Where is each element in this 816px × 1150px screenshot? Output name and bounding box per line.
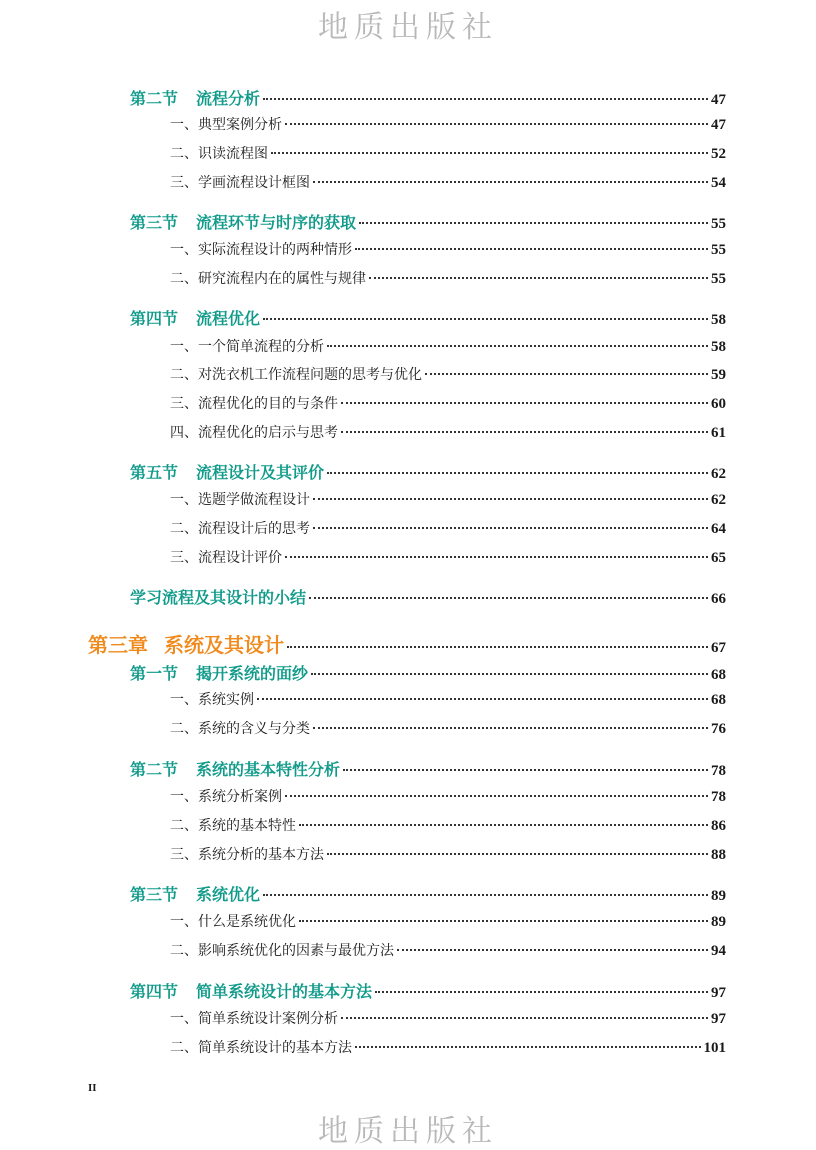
- toc-entry-text: 三、流程优化的目的与条件: [170, 396, 338, 412]
- toc-page-number: 88: [711, 847, 726, 863]
- toc-entry-title: [130, 460, 324, 483]
- toc-section-entry: [130, 86, 726, 109]
- dot-leader: [313, 181, 708, 183]
- dot-leader: [425, 373, 708, 375]
- toc-entry-title: [170, 844, 324, 864]
- toc-entry-text: 二、简单系统设计的基本方法: [170, 1040, 352, 1056]
- toc-page-number: 61: [711, 425, 726, 441]
- dot-leader: [327, 345, 708, 347]
- toc-entry-number: 第五节: [130, 463, 179, 482]
- toc-subsection-entry: [170, 114, 726, 134]
- toc-entry-text: 一、实际流程设计的两种情形: [170, 242, 352, 258]
- dot-leader: [327, 472, 708, 474]
- toc-page-number: 55: [711, 216, 726, 232]
- toc-entry-title: [130, 882, 260, 905]
- toc-subsection-entry: [170, 1008, 726, 1028]
- toc-section-entry: [130, 661, 726, 684]
- toc-subsection-entry: [170, 815, 726, 835]
- toc-section-entry: [130, 585, 726, 608]
- dot-leader: [343, 769, 708, 771]
- toc-entry-text: 二、识读流程图: [170, 146, 268, 162]
- toc-subsection-entry: [170, 1037, 726, 1057]
- toc-page-number: 67: [711, 640, 726, 656]
- toc-page-number: 60: [711, 396, 726, 412]
- toc-page-number: 68: [711, 667, 726, 683]
- toc-entry-number: 第二节: [130, 89, 179, 108]
- toc-entry-title: [130, 661, 308, 684]
- toc-entry-text: 流程分析: [196, 89, 261, 108]
- toc-entry-number: 第三节: [130, 213, 179, 232]
- dot-leader: [359, 222, 708, 224]
- toc-page-number: 97: [711, 1011, 726, 1027]
- toc-entry-title: [130, 979, 372, 1002]
- toc-page-number: 68: [711, 692, 726, 708]
- toc-entry-text: 二、对洗衣机工作流程问题的思考与优化: [170, 367, 422, 383]
- toc-page-number: 101: [703, 1040, 726, 1056]
- toc-entry-title: [170, 489, 310, 509]
- toc-page-number: 55: [711, 242, 726, 258]
- toc-entry-text: 三、系统分析的基本方法: [170, 847, 324, 863]
- dot-leader: [299, 920, 708, 922]
- toc-page-number: 78: [711, 763, 726, 779]
- toc-page-number: 54: [711, 175, 726, 191]
- toc-entry-text: 二、流程设计后的思考: [170, 521, 310, 537]
- toc-entry-title: [170, 547, 282, 567]
- toc-entry-number: 第四节: [130, 982, 179, 1001]
- toc-entry-text: 揭开系统的面纱: [196, 664, 309, 683]
- dot-leader: [287, 646, 708, 648]
- toc-page-number: 47: [711, 117, 726, 133]
- dot-leader: [263, 894, 708, 896]
- toc-entry-text: 一、典型案例分析: [170, 117, 282, 133]
- dot-leader: [341, 1017, 708, 1019]
- toc-subsection-entry: [170, 689, 726, 709]
- toc-subsection-entry: [170, 336, 726, 356]
- toc-page-number: 52: [711, 146, 726, 162]
- toc-entry-title: [130, 585, 306, 608]
- toc-subsection-entry: [170, 844, 726, 864]
- toc-subsection-entry: [170, 364, 726, 384]
- toc-entry-text: 二、系统的基本特性: [170, 818, 296, 834]
- dot-leader: [397, 949, 708, 951]
- toc-entry-text: 一、简单系统设计案例分析: [170, 1011, 338, 1027]
- toc-entry-title: [170, 393, 338, 413]
- toc-entry-title: [130, 757, 340, 780]
- toc-section-entry: [130, 210, 726, 233]
- dot-leader: [355, 248, 708, 250]
- toc-page-number: 76: [711, 721, 726, 737]
- toc-section-entry: [130, 979, 726, 1002]
- toc-page-number: 62: [711, 492, 726, 508]
- toc-entry-title: [170, 143, 268, 163]
- dot-leader: [311, 673, 708, 675]
- toc-page-number: 65: [711, 550, 726, 566]
- toc-entry-text: 流程优化: [196, 309, 261, 328]
- toc-entry-number: 第四节: [130, 309, 179, 328]
- toc-subsection-entry: [170, 940, 726, 960]
- toc-page-number: 89: [711, 914, 726, 930]
- dot-leader: [309, 597, 708, 599]
- toc-section-entry: [130, 882, 726, 905]
- dot-leader: [327, 853, 708, 855]
- toc-entry-title: [170, 422, 338, 442]
- toc-entry-text: 系统及其设计: [164, 633, 284, 657]
- toc-entry-title: [170, 689, 254, 709]
- dot-leader: [271, 152, 708, 154]
- page-folio: II: [88, 1082, 97, 1094]
- toc-entry-text: 一、系统分析案例: [170, 789, 282, 805]
- toc-subsection-entry: [170, 143, 726, 163]
- toc-chapter-entry: [88, 629, 726, 658]
- dot-leader: [285, 123, 708, 125]
- toc-entry-text: 简单系统设计的基本方法: [196, 982, 373, 1001]
- toc-page-number: 55: [711, 271, 726, 287]
- toc-subsection-entry: [170, 518, 726, 538]
- toc-entry-number: 第三章: [88, 633, 148, 657]
- toc-subsection-entry: [170, 172, 726, 192]
- toc-page-number: 62: [711, 466, 726, 482]
- toc-entry-text: 流程环节与时序的获取: [196, 213, 357, 232]
- toc-entry-title: [170, 940, 394, 960]
- dot-leader: [313, 527, 708, 529]
- toc-entry-text: 系统的基本特性分析: [196, 760, 341, 779]
- dot-leader: [299, 824, 708, 826]
- toc-page-number: 58: [711, 339, 726, 355]
- toc-entry-text: 一、系统实例: [170, 692, 254, 708]
- dot-leader: [285, 795, 708, 797]
- toc-entry-title: [130, 86, 260, 109]
- toc-entry-title: [170, 786, 282, 806]
- toc-entry-number: 第二节: [130, 760, 179, 779]
- toc-entry-title: [170, 268, 366, 288]
- toc-page-number: 89: [711, 888, 726, 904]
- toc-entry-title: [130, 306, 260, 329]
- toc-entry-title: [170, 239, 352, 259]
- toc-page-number: 97: [711, 985, 726, 1001]
- toc-entry-text: 二、影响系统优化的因素与最优方法: [170, 943, 394, 959]
- dot-leader: [263, 318, 708, 320]
- toc-entry-text: 二、系统的含义与分类: [170, 721, 310, 737]
- toc-page-number: 58: [711, 312, 726, 328]
- publisher-watermark-top: 地质出版社: [318, 10, 498, 45]
- toc-section-entry: [130, 757, 726, 780]
- dot-leader: [313, 498, 708, 500]
- dot-leader: [341, 431, 708, 433]
- toc-entry-title: [170, 518, 310, 538]
- toc-entry-title: [170, 1008, 338, 1028]
- toc-entry-text: 二、研究流程内在的属性与规律: [170, 271, 366, 287]
- toc-entry-text: 流程设计及其评价: [196, 463, 325, 482]
- toc-entry-title: [170, 815, 296, 835]
- toc-entry-title: [170, 1037, 352, 1057]
- toc-page-number: 64: [711, 521, 726, 537]
- toc-page-number: 86: [711, 818, 726, 834]
- toc-subsection-entry: [170, 911, 726, 931]
- toc-page-number: 66: [711, 591, 726, 607]
- toc-entry-text: 一、什么是系统优化: [170, 914, 296, 930]
- toc-subsection-entry: [170, 489, 726, 509]
- toc-subsection-entry: [170, 422, 726, 442]
- dot-leader: [369, 277, 708, 279]
- dot-leader: [257, 698, 708, 700]
- toc-entry-text: 四、流程优化的启示与思考: [170, 425, 338, 441]
- toc-entry-title: [170, 172, 310, 192]
- dot-leader: [341, 402, 708, 404]
- toc-page-number: 59: [711, 367, 726, 383]
- dot-leader: [285, 556, 708, 558]
- toc-subsection-entry: [170, 718, 726, 738]
- toc-entry-title: [170, 114, 282, 134]
- dot-leader: [313, 727, 708, 729]
- toc-page-number: 47: [711, 92, 726, 108]
- toc-entry-text: 一、一个简单流程的分析: [170, 339, 324, 355]
- toc-entry-number: 第三节: [130, 885, 179, 904]
- toc-page-number: 94: [711, 943, 726, 959]
- toc-section-entry: [130, 306, 726, 329]
- toc-entry-text: 学习流程及其设计的小结: [130, 588, 307, 607]
- toc-subsection-entry: [170, 393, 726, 413]
- toc-entry-title: [170, 336, 324, 356]
- toc-entry-title: [170, 911, 296, 931]
- toc-entry-text: 系统优化: [196, 885, 261, 904]
- toc-entry-text: 三、学画流程设计框图: [170, 175, 310, 191]
- toc-entry-title: [130, 210, 356, 233]
- toc-entry-text: 三、流程设计评价: [170, 550, 282, 566]
- toc-subsection-entry: [170, 239, 726, 259]
- toc-entry-text: 一、选题学做流程设计: [170, 492, 310, 508]
- toc-entry-title: [88, 629, 284, 658]
- dot-leader: [263, 98, 708, 100]
- dot-leader: [375, 991, 708, 993]
- toc-section-entry: [130, 460, 726, 483]
- toc-entry-title: [170, 718, 310, 738]
- toc-entry-title: [170, 364, 422, 384]
- toc-subsection-entry: [170, 268, 726, 288]
- publisher-watermark-bottom: 地质出版社: [318, 1114, 498, 1149]
- dot-leader: [355, 1046, 701, 1048]
- toc-subsection-entry: [170, 786, 726, 806]
- toc-subsection-entry: [170, 547, 726, 567]
- toc-page-number: 78: [711, 789, 726, 805]
- toc-entry-number: 第一节: [130, 664, 179, 683]
